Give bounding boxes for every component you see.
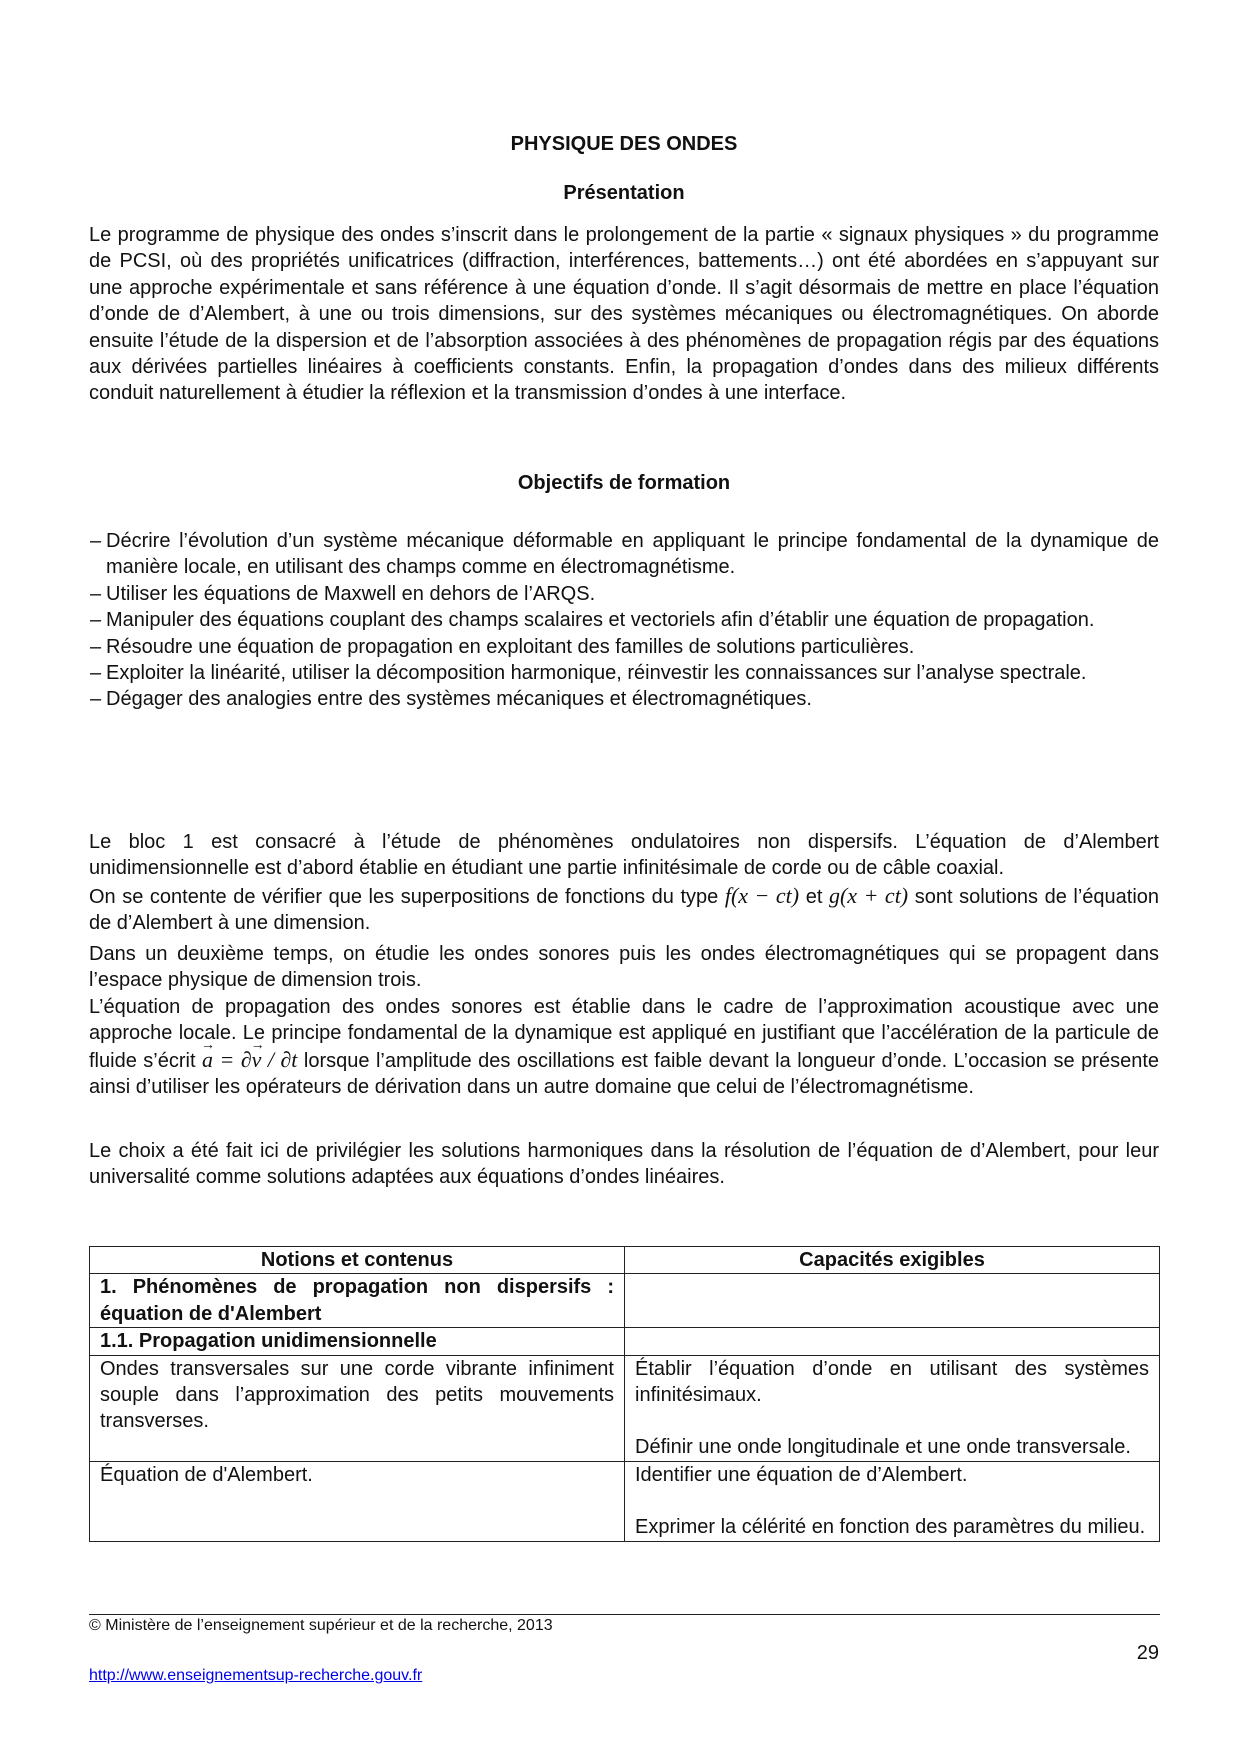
dash-bullet: – — [90, 688, 102, 711]
dash-bullet: – — [90, 609, 102, 632]
bloc-paragraph-3: Dans un deuxième temps, on étudie les ondes sonores puis les ondes électromagnétiques qui se propagent dans l’espace physique de dimension trois. — [89, 943, 1159, 992]
list-item: – Décrire l’évolution d’un système mécanique déformable en appliquant le principe fondamental de la dynamique de manière locale, en utilisant des champs comme en électromagnétisme. — [90, 530, 1159, 579]
formula-f: f(x − ct) — [724, 883, 800, 908]
table-row — [90, 1461, 1160, 1541]
list-item: – Exploiter la linéarité, utiliser la décomposition harmonique, réinvestir les connaissances sur l’analyse spectrale. — [89, 660, 1159, 686]
table-row — [90, 1328, 1160, 1355]
list-item: – Manipuler des équations couplant des champs scalaires et vectoriels afin d’établir une équation de propagation. — [89, 607, 1159, 633]
table-header-row — [90, 1247, 1160, 1274]
page-title: PHYSIQUE DES ONDES — [510, 133, 738, 155]
notion-cell: Équation de d'Alembert. — [90, 1461, 625, 1541]
bloc-paragraph-5: Le choix a été fait ici de privilégier les solutions harmoniques dans la résolution de l’équation de d’Alembert, pour leur universalité comme solutions adaptées aux équations d’ondes linéaires. — [89, 1140, 1159, 1189]
empty-cell — [625, 1328, 1160, 1355]
dash-bullet: – — [90, 635, 102, 658]
bloc-paragraph-2: On se contente de vérifier que les superpositions de fonctions du type f(x − ct) et g(x + ct) sont solutions de l’équation de d’Alembert à une dimension. — [89, 883, 1160, 935]
list-item: – Résoudre une équation de propagation en exploitant des familles de solutions particulières. — [89, 634, 1159, 660]
document-page — [89, 0, 1159, 1754]
notions-capacites-table — [89, 1246, 1160, 1542]
list-item: – Dégager des analogies entre des systèmes mécaniques et électromagnétiques. — [89, 686, 1159, 712]
subsection-title-cell: 1.1. Propagation unidimensionnelle — [90, 1328, 625, 1355]
dash-bullet: – — [90, 662, 102, 685]
notion-cell: Ondes transversales sur une corde vibrante infiniment souple dans l’approximation des petits mouvements transverses. — [90, 1355, 625, 1461]
dash-bullet: – — [90, 530, 102, 552]
formula-acceleration: → a = ∂→ v / ∂t — [202, 1047, 297, 1072]
bloc-paragraph-1: Le bloc 1 est consacré à l’étude de phénomènes ondulatoires non dispersifs. L’équation de d’Alembert unidimensionnelle est d’abord établie en étudiant une partie infinitésimale de corde ou de câble coaxial. — [89, 831, 1159, 880]
empty-cell — [625, 1274, 1160, 1328]
bloc-paragraph-4: L’équation de propagation des ondes sonores est établie dans le cadre de l’approximation acoustique avec une approche locale. Le principe fondamental de la dynamique est appliqué en justifiant que l’accélération de la particule de fluide s’écrit → a = ∂→ v / ∂t lorsque l’amplitude des oscillations est faible devant la longueur d’onde. L’occasion se présente ainsi d’utiliser les opérateurs de dérivation dans un autre domaine que celui de l’électromagnétisme. — [89, 994, 1159, 1101]
dash-bullet: – — [90, 582, 102, 605]
footer-url-link[interactable]: http://www.enseignementsup-recherche.gouv.fr — [89, 1667, 423, 1684]
presentation-paragraph: Le programme de physique des ondes s’inscrit dans le prolongement de la partie « signaux physiques » du programme de PCSI, où des propriétés unificatrices (diffraction, interférences, battements…) ont été abordées en s’appuyant sur une approche expérimentale et sans référence à une équation d’onde. Il s’agit désormais de mettre en place l’équation d’onde de d’Alembert, à une ou trois dimensions, sur des systèmes mécaniques ou électromagnétiques. On aborde ensuite l’étude de la dispersion et de l’absorption associées à des phénomènes de propagation régis par des équations aux dérivées partielles linéaires à coefficients constants. Enfin, la propagation d’ondes dans des milieux différents conduit naturellement à étudier la réflexion et la transmission d’ondes à une interface. — [89, 224, 1159, 405]
presentation-heading: Présentation — [563, 182, 685, 204]
objectives-heading: Objectifs de formation — [517, 472, 731, 494]
page-number: 29 — [1136, 1642, 1159, 1664]
section-title-cell: 1. Phénomènes de propagation non dispersifs : équation de d'Alembert — [90, 1274, 625, 1328]
column-header-capacites: Capacités exigibles — [625, 1247, 1160, 1274]
table-row — [90, 1274, 1160, 1328]
formula-g: g(x + ct) — [828, 883, 909, 908]
objectives-list — [89, 528, 1159, 713]
capacites-cell: Établir l’équation d’onde en utilisant des systèmes infinitésimaux. Définir une onde longitudinale et une onde transversale. — [625, 1355, 1160, 1461]
list-item: – Utiliser les équations de Maxwell en dehors de l’ARQS. — [89, 581, 1159, 607]
column-header-notions: Notions et contenus — [90, 1247, 625, 1274]
footer-copyright: © Ministère de l’enseignement supérieur et de la recherche, 2013 — [89, 1617, 553, 1634]
capacites-cell: Identifier une équation de d’Alembert. Exprimer la célérité en fonction des paramètres du milieu. — [625, 1461, 1160, 1541]
footer-divider — [89, 1614, 1160, 1615]
table-row — [90, 1355, 1160, 1461]
